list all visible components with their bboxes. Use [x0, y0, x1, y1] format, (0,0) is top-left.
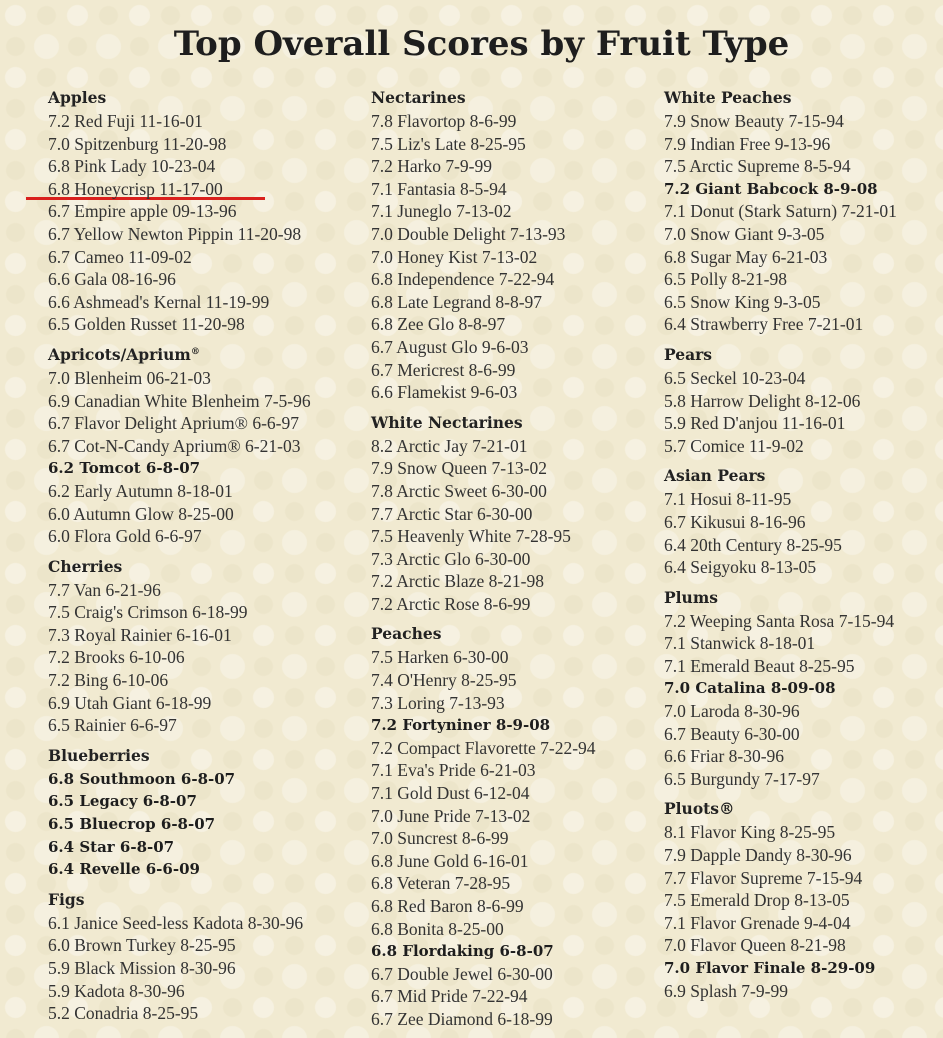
score-entry: 7.5 Craig's Crimson 6-18-99 — [48, 602, 248, 623]
score-entry: 7.0 Catalina 8-09-08 — [664, 679, 836, 698]
score-entry: 6.8 Flordaking 6-8-07 — [371, 942, 554, 961]
score-entry: 6.4 Star 6-8-07 — [48, 837, 175, 856]
score-entry: 8.1 Flavor King 8-25-95 — [664, 822, 836, 843]
score-entry: 6.0 Autumn Glow 8-25-00 — [48, 503, 234, 524]
score-entry: 6.5 Seckel 10-23-04 — [664, 367, 806, 388]
score-entry: 6.4 20th Century 8-25-95 — [664, 534, 842, 555]
section-heading — [371, 411, 596, 435]
section-heading — [48, 744, 311, 768]
section-heading — [371, 86, 596, 110]
fruit-section — [664, 86, 897, 336]
score-entry: 7.5 Arctic Supreme 8-5-94 — [664, 156, 851, 177]
score-entry: 7.8 Arctic Sweet 6-30-00 — [371, 480, 547, 501]
score-entry-underlined: 6.8 Honeycrisp 11-17-00 — [48, 178, 223, 199]
column-3 — [664, 86, 897, 1002]
score-entry: 6.2 Early Autumn 8-18-01 — [48, 480, 233, 501]
section-heading-text: Peaches — [371, 624, 442, 644]
section-heading-text: Pears — [664, 344, 713, 364]
score-entry: 7.1 Emerald Beaut 8-25-95 — [664, 655, 855, 676]
score-entry: 6.6 Flamekist 9-6-03 — [371, 382, 518, 403]
score-entry: 6.7 Beauty 6-30-00 — [664, 723, 800, 744]
score-entry: 6.8 Southmoon 6-8-07 — [48, 769, 236, 788]
score-entry: 6.8 Sugar May 6-21-03 — [664, 246, 828, 267]
column-1 — [48, 86, 311, 1025]
score-entry: 7.2 Harko 7-9-99 — [371, 156, 493, 177]
fruit-section — [664, 464, 897, 578]
score-entry: 6.7 Cot-N-Candy Aprium® 6-21-03 — [48, 435, 301, 456]
score-entry: 7.3 Royal Rainier 6-16-01 — [48, 624, 232, 645]
column-2 — [371, 86, 596, 1031]
score-entry: 6.7 Cameo 11-09-02 — [48, 246, 192, 267]
score-entry: 6.7 Empire apple 09-13-96 — [48, 201, 237, 222]
score-entry: 5.9 Red D'anjou 11-16-01 — [664, 413, 846, 434]
score-entry: 6.5 Bluecrop 6-8-07 — [48, 815, 216, 834]
score-entry: 5.9 Kadota 8-30-96 — [48, 980, 185, 1001]
section-heading-text: Asian Pears — [664, 466, 766, 486]
score-entry: 7.5 Harken 6-30-00 — [371, 647, 509, 668]
score-entry: 7.1 Eva's Pride 6-21-03 — [371, 760, 536, 781]
score-entry: 7.1 Hosui 8-11-95 — [664, 489, 792, 510]
score-entry: 7.7 Arctic Star 6-30-00 — [371, 503, 533, 524]
score-entry: 7.1 Fantasia 8-5-94 — [371, 178, 507, 199]
section-heading-text: White Peaches — [664, 88, 792, 107]
score-entry: 6.5 Rainier 6-6-97 — [48, 715, 177, 736]
section-heading-text: Cherries — [48, 556, 123, 576]
score-entry: 7.1 Flavor Grenade 9-4-04 — [664, 912, 851, 933]
score-entry: 6.7 Zee Diamond 6-18-99 — [371, 1008, 553, 1029]
score-entry: 6.4 Revelle 6-6-09 — [48, 860, 200, 879]
score-entry: 7.2 Red Fuji 11-16-01 — [48, 111, 203, 131]
score-entry: 7.9 Snow Queen 7-13-02 — [371, 458, 547, 479]
score-entry: 6.8 Zee Glo 8-8-97 — [371, 314, 506, 335]
fruit-section — [371, 86, 596, 404]
score-entry: 7.7 Flavor Supreme 7-15-94 — [664, 867, 863, 888]
score-entry: 6.8 Independence 7-22-94 — [371, 269, 555, 290]
score-entry: 6.6 Friar 8-30-96 — [664, 746, 785, 767]
score-entry: 6.8 Bonita 8-25-00 — [371, 918, 504, 939]
fruit-section — [48, 744, 311, 881]
section-heading-text: Apricots/Aprium — [48, 344, 191, 364]
score-entry: 7.0 Flavor Finale 8-29-09 — [664, 959, 876, 977]
score-entry: 7.9 Indian Free 9-13-96 — [664, 133, 831, 154]
score-entry: 6.7 Kikusui 8-16-96 — [664, 511, 806, 532]
score-entry: 7.1 Gold Dust 6-12-04 — [371, 783, 530, 804]
section-heading-text: Pluots® — [664, 799, 735, 819]
score-entry: 6.0 Flora Gold 6-6-97 — [48, 526, 202, 547]
score-entry: 6.9 Utah Giant 6-18-99 — [48, 692, 212, 713]
section-heading — [664, 797, 897, 821]
score-entry: 6.7 Double Jewel 6-30-00 — [371, 963, 553, 984]
section-heading — [48, 888, 311, 912]
score-entry: 5.9 Black Mission 8-30-96 — [48, 958, 236, 978]
score-entry: 7.4 O'Henry 8-25-95 — [371, 670, 517, 691]
fruit-section — [48, 555, 311, 737]
section-heading-text: Nectarines — [371, 88, 466, 107]
score-entry: 6.7 Yellow Newton Pippin 11-20-98 — [48, 223, 302, 244]
score-entry: 6.6 Ashmead's Kernal 11-19-99 — [48, 291, 270, 312]
score-entry: 7.2 Bing 6-10-06 — [48, 670, 169, 691]
score-entry: 6.5 Golden Russet 11-20-98 — [48, 314, 245, 335]
section-heading — [664, 86, 897, 110]
score-entry: 7.3 Loring 7-13-93 — [371, 692, 505, 713]
section-heading — [48, 555, 311, 579]
score-entry: 6.1 Janice Seed-less Kadota 8-30-96 — [48, 912, 304, 933]
score-entry: 6.8 Pink Lady 10-23-04 — [48, 156, 216, 177]
section-heading — [664, 586, 897, 610]
score-entry: 7.0 June Pride 7-13-02 — [371, 805, 531, 826]
score-entry: 7.0 Spitzenburg 11-20-98 — [48, 133, 227, 154]
score-entry: 6.7 Mid Pride 7-22-94 — [371, 986, 528, 1007]
score-entry: 7.5 Emerald Drop 8-13-05 — [664, 890, 850, 911]
score-entry: 6.8 Red Baron 8-6-99 — [371, 896, 524, 916]
score-entry: 7.0 Snow Giant 9-3-05 — [664, 223, 825, 244]
fruit-section — [664, 343, 897, 457]
score-entry: 7.2 Giant Babcock 8-9-08 — [664, 179, 878, 198]
score-entry: 6.8 Late Legrand 8-8-97 — [371, 291, 543, 312]
section-heading — [48, 86, 311, 110]
fruit-section — [664, 797, 897, 1002]
score-entry: 6.7 Flavor Delight Aprium® 6-6-97 — [48, 413, 299, 434]
score-entry: 7.1 Stanwick 8-18-01 — [664, 633, 816, 654]
score-entry: 8.2 Arctic Jay 7-21-01 — [371, 435, 528, 456]
fruit-section — [48, 888, 311, 1025]
score-entry: 7.1 Donut (Stark Saturn) 7-21-01 — [664, 201, 897, 222]
score-entry: 7.2 Arctic Rose 8-6-99 — [371, 593, 531, 614]
score-entry: 6.5 Burgundy 7-17-97 — [664, 768, 820, 789]
score-entry: 7.0 Honey Kist 7-13-02 — [371, 246, 538, 267]
score-entry: 7.5 Liz's Late 8-25-95 — [371, 133, 526, 154]
score-entry: 6.7 Mericrest 8-6-99 — [371, 359, 516, 380]
score-entry: 5.8 Harrow Delight 8-12-06 — [664, 390, 861, 411]
score-entry: 7.0 Double Delight 7-13-93 — [371, 223, 566, 244]
registered-mark: ® — [190, 346, 200, 357]
score-entry: 6.7 August Glo 9-6-03 — [371, 336, 529, 357]
score-entry: 7.3 Arctic Glo 6-30-00 — [371, 548, 531, 569]
section-heading-text: Figs — [48, 889, 85, 909]
section-heading — [664, 343, 897, 367]
section-heading-text: Blueberries — [48, 745, 150, 765]
score-entry: 6.0 Brown Turkey 8-25-95 — [48, 935, 236, 956]
score-entry: 6.5 Snow King 9-3-05 — [664, 291, 821, 312]
score-entry: 7.9 Snow Beauty 7-15-94 — [664, 111, 844, 131]
section-heading-text: White Nectarines — [371, 412, 523, 432]
score-entry: 6.5 Legacy 6-8-07 — [48, 792, 197, 811]
score-entry: 6.4 Strawberry Free 7-21-01 — [664, 314, 864, 335]
section-heading-text: Apples — [48, 88, 107, 107]
score-entry: 7.0 Laroda 8-30-96 — [664, 701, 800, 722]
score-entry: 7.0 Blenheim 06-21-03 — [48, 367, 211, 388]
score-entry: 5.7 Comice 11-9-02 — [664, 435, 804, 456]
score-entry: 7.2 Weeping Santa Rosa 7-15-94 — [664, 610, 895, 631]
score-entry: 7.9 Dapple Dandy 8-30-96 — [664, 845, 852, 866]
fruit-section — [371, 411, 596, 616]
score-entry: 7.2 Arctic Blaze 8-21-98 — [371, 571, 545, 592]
score-entry: 7.1 Juneglo 7-13-02 — [371, 201, 512, 222]
score-entry: 6.9 Canadian White Blenheim 7-5-96 — [48, 390, 311, 411]
score-entry: 6.8 June Gold 6-16-01 — [371, 850, 529, 871]
fruit-section — [48, 343, 311, 548]
fruit-section — [371, 622, 596, 1030]
score-entry: 6.8 Veteran 7-28-95 — [371, 873, 511, 894]
score-entry: 7.8 Flavortop 8-6-99 — [371, 111, 517, 131]
score-entry: 7.2 Brooks 6-10-06 — [48, 647, 185, 668]
score-entry: 7.0 Suncrest 8-6-99 — [371, 828, 509, 849]
score-entry: 5.2 Conadria 8-25-95 — [48, 1003, 199, 1024]
score-entry: 6.4 Seigyoku 8-13-05 — [664, 557, 817, 578]
score-entry: 6.9 Splash 7-9-99 — [664, 980, 788, 1001]
score-entry: 6.5 Polly 8-21-98 — [664, 269, 787, 290]
section-heading — [48, 343, 311, 367]
score-entry: 7.5 Heavenly White 7-28-95 — [371, 526, 571, 547]
score-entry: 7.0 Flavor Queen 8-21-98 — [664, 935, 846, 956]
fruit-section — [664, 586, 897, 791]
section-heading-text: Plums — [664, 587, 718, 607]
section-heading — [664, 464, 897, 488]
page-title: Top Overall Scores by Fruit Type — [173, 24, 790, 64]
score-entry: 6.6 Gala 08-16-96 — [48, 269, 176, 290]
score-entry: 6.2 Tomcot 6-8-07 — [48, 459, 201, 478]
score-entry: 7.2 Compact Flavorette 7-22-94 — [371, 737, 596, 758]
section-heading — [371, 622, 596, 646]
score-entry: 7.2 Fortyniner 8-9-08 — [371, 716, 551, 735]
fruit-section — [48, 86, 311, 336]
score-entry: 7.7 Van 6-21-96 — [48, 579, 161, 600]
